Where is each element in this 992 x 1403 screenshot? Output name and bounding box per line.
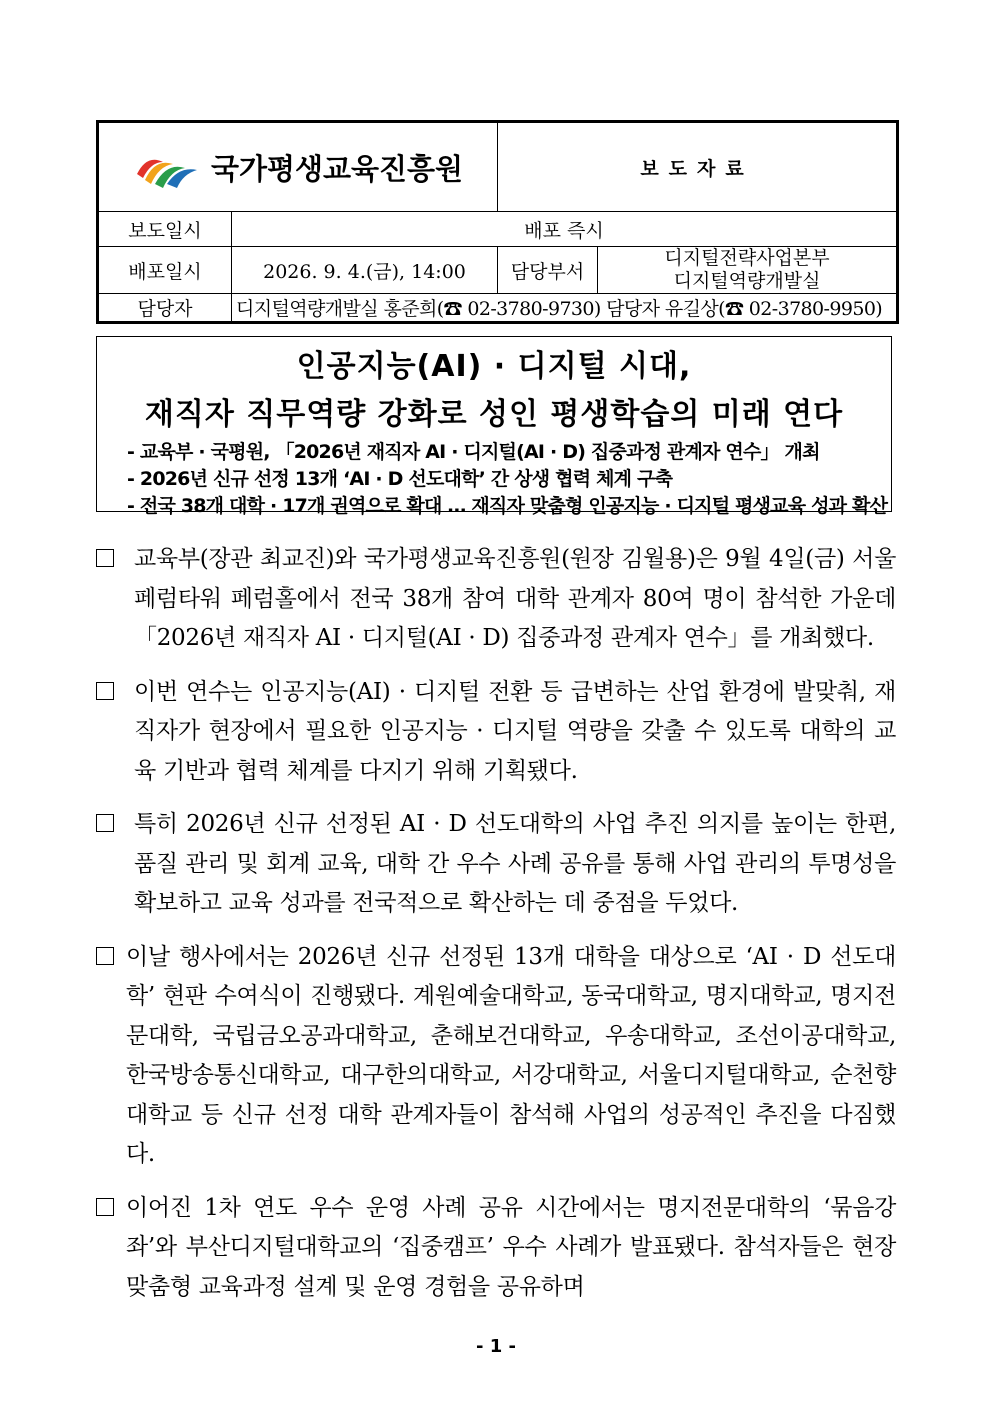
org-name: 국가평생교육진흥원 — [210, 151, 464, 186]
checkbox-bullet-icon — [96, 814, 114, 832]
paragraph — [96, 938, 896, 1175]
checkbox-bullet-icon — [96, 682, 114, 700]
page-number: - 1 - — [476, 1336, 516, 1357]
distribution-label: 배포일시 — [98, 247, 232, 294]
paragraph — [96, 1189, 896, 1308]
subheadline-item: - 전국 38개 대학 · 17개 권역으로 확대 … 재직자 맞춤형 인공지능 · 디지털 평생교육 성과 확산 — [127, 495, 888, 517]
subheadline-list — [97, 439, 891, 520]
dept-value — [598, 247, 898, 294]
checkbox-bullet-icon — [96, 549, 114, 567]
dept-line-1: 디지털전략사업본부 — [664, 247, 830, 269]
press-release-header — [96, 120, 899, 324]
paragraph-text: 특히 2026년 신규 선정된 AI · D 선도대학의 사업 추진 의지를 높이는 한편, 품질 관리 및 회계 교육, 대학 간 우수 사례 공유를 통해 사업 관리의 투명성을 확보하고 교육 성과를 전국적으로 확산하는 데 중점을 두었다. — [134, 811, 896, 916]
release-date-value: 배포 즉시 — [232, 212, 898, 247]
paragraph-text: 이번 연수는 인공지능(AI) · 디지털 전환 등 급변하는 산업 환경에 발맞춰, 재직자가 현장에서 필요한 인공지능 · 디지털 역량을 갖출 수 있도록 대학의 교육 기반과 협력 체계를 다지기 위해 기획됐다. — [134, 678, 896, 784]
headline-box — [96, 336, 892, 517]
contact-value: 디지털역량개발실 홍준희(☎ 02-3780-9730) 담당자 유길상(☎ 02-3780-9950) — [232, 294, 898, 323]
paragraph-text: 교육부(장관 최교진)와 국가평생교육진흥원(원장 김월용)은 9월 4일(금) 서울 페럼타워 페럼홀에서 전국 38개 참여 대학 관계자 80여 명이 참석한 가운데 「2026년 재직자 AI · 디지털(AI · D) 집중과정 관계자 연수」를 개최했다. — [134, 546, 896, 651]
org-logo-icon — [133, 144, 201, 190]
paragraph-text: 이어진 1차 연도 우수 운영 사례 공유 시간에서는 명지전문대학의 ‘묶음강좌’와 부산디지털대학교의 ‘집중캠프’ 우수 사례가 발표됐다. 참석자들은 현장 맞춤형 교육과정 설계 및 운영 경험을 공유하며 — [126, 1194, 896, 1300]
paragraph — [96, 540, 896, 659]
logo-cell — [98, 122, 498, 212]
subheadline-item: - 교육부 · 국평원, 「2026년 재직자 AI · 디지털(AI · D) 집중과정 관계자 연수」 개최 — [127, 441, 820, 463]
release-date-label: 보도일시 — [98, 212, 232, 247]
doc-type-title: 보도자료 — [498, 122, 898, 212]
dept-label: 담당부서 — [498, 247, 598, 294]
article-body — [96, 540, 896, 1321]
checkbox-bullet-icon — [96, 947, 114, 965]
dept-line-2: 디지털역량개발실 — [673, 270, 821, 292]
paragraph — [96, 805, 896, 924]
subheadline-item: - 2026년 신규 선정 13개 ‘AI · D 선도대학’ 간 상생 협력 체계 구축 — [127, 468, 673, 490]
checkbox-bullet-icon — [96, 1198, 114, 1216]
headline-line-2: 재직자 직무역량 강화로 성인 평생학습의 미래 연다 — [144, 397, 844, 432]
contact-label: 담당자 — [98, 294, 232, 323]
paragraph — [96, 673, 896, 792]
headline-line-1: 인공지능(AI) · 디지털 시대, — [296, 349, 692, 384]
distribution-value: 2026. 9. 4.(금), 14:00 — [232, 247, 498, 294]
paragraph-text: 이날 행사에서는 2026년 신규 선정된 13개 대학을 대상으로 ‘AI · D 선도대학’ 현판 수여식이 진행됐다. 계원예술대학교, 동국대학교, 명지대학교, 명지전문대학, 국립금오공과대학교, 춘해보건대학교, 우송대학교, 조선이공대학교, 한국방송통신대학교, 대구한의대학교, 서강대학교, 서울디지털대학교, 순천향대학교 등 신규 선정 대학 관계자들이 참석해 사업의 성공적인 추진을 다짐했다. — [126, 943, 896, 1167]
